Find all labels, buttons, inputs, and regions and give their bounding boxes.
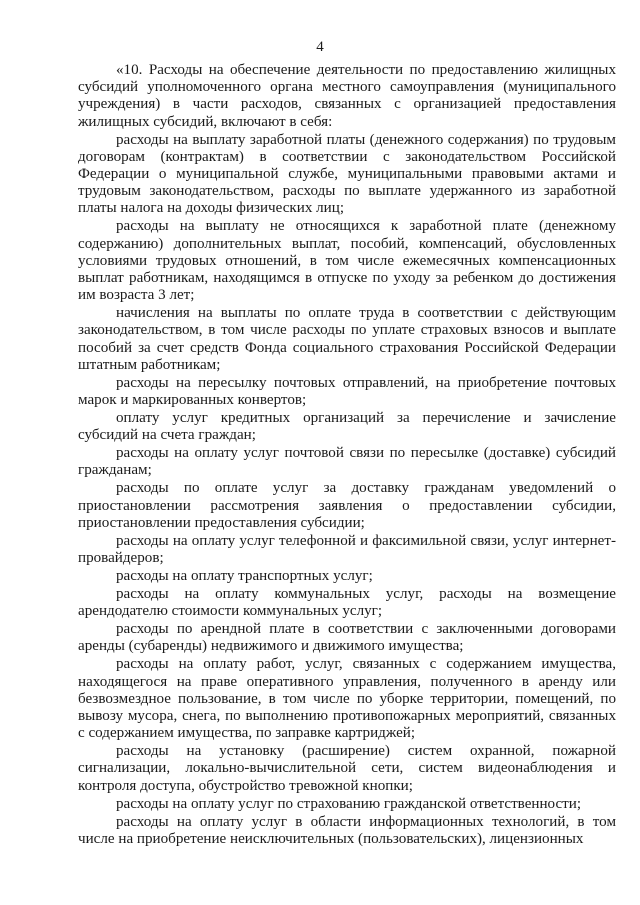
paragraph: расходы на оплату коммунальных услуг, расходы на возмещение арендодателю стоимости коммунальных услуг; <box>78 586 616 620</box>
paragraph: расходы на оплату работ, услуг, связанных с содержанием имущества, находящегося на праве оперативного управления, полученного в аренду или безвозмездное пользование, в том числе по уборке территории, помещений, по вывозу мусора, снега, по выполнению противопожарных мероприятий, связанных с содержанием имущества, по заправке картриджей; <box>78 656 616 742</box>
paragraph: расходы на оплату услуг по страхованию гражданской ответственности; <box>116 795 582 812</box>
paragraph: расходы по оплате услуг за доставку гражданам уведомлений о приостановлении рассмотрения заявления о предоставлении субсидии, приостановлении предоставления субсидии; <box>78 480 616 531</box>
document-body <box>78 62 616 849</box>
paragraph: расходы на оплату транспортных услуг; <box>116 568 373 585</box>
paragraph: расходы на установку (расширение) систем охранной, пожарной сигнализации, локально-вычислительной сети, систем видеонаблюдения и контроля доступа, обустройство тревожной кнопки; <box>78 743 616 794</box>
paragraph: расходы по арендной плате в соответствии с заключенными договорами аренды (субаренды) недвижимого и движимого имущества; <box>78 621 616 655</box>
paragraph: начисления на выплаты по оплате труда в соответствии с действующим законодательством, в том числе расходы по уплате страховых взносов и выплате пособий за счет средств Фонда социального страхования Российской Федерации штатным работникам; <box>78 305 616 373</box>
paragraph: расходы на оплату услуг почтовой связи по пересылке (доставке) субсидий гражданам; <box>78 445 616 479</box>
paragraph: «10. Расходы на обеспечение деятельности по предоставлению жилищных субсидий уполномоченного органа местного самоуправления (муниципального учреждения) в части расходов, связанных с организацией предоставления жилищных субсидий, включают в себя: <box>78 62 616 130</box>
paragraph: расходы на выплату заработной платы (денежного содержания) по трудовым договорам (контрактам) в соответствии с законодательством Российской Федерации о муниципальной службе, муниципальными правовыми актами и трудовым законодательством, расходы по выплате удержанного из заработной платы налога на доходы физических лиц; <box>78 131 616 217</box>
page-number: 4 <box>316 39 324 55</box>
paragraph: расходы на оплату услуг в области информационных технологий, в том числе на приобретение неисключительных (пользовательских), лицензионных <box>78 813 616 847</box>
paragraph: расходы на выплату не относящихся к заработной плате (денежному содержанию) дополнительных выплат, пособий, компенсаций, обусловленных условиями трудовых отношений, в том числе ежемесячных компенсационных выплат работникам, находящимся в отпуске по уходу за ребенком до достижения им возраста 3 лет; <box>78 218 616 304</box>
paragraph: расходы на пересылку почтовых отправлений, на приобретение почтовых марок и маркированных конвертов; <box>78 374 616 409</box>
paragraph: оплату услуг кредитных организаций за перечисление и зачисление субсидий на счета граждан; <box>78 410 616 444</box>
paragraph: расходы на оплату услуг телефонной и факсимильной связи, услуг интернет-провайдеров; <box>78 532 616 567</box>
